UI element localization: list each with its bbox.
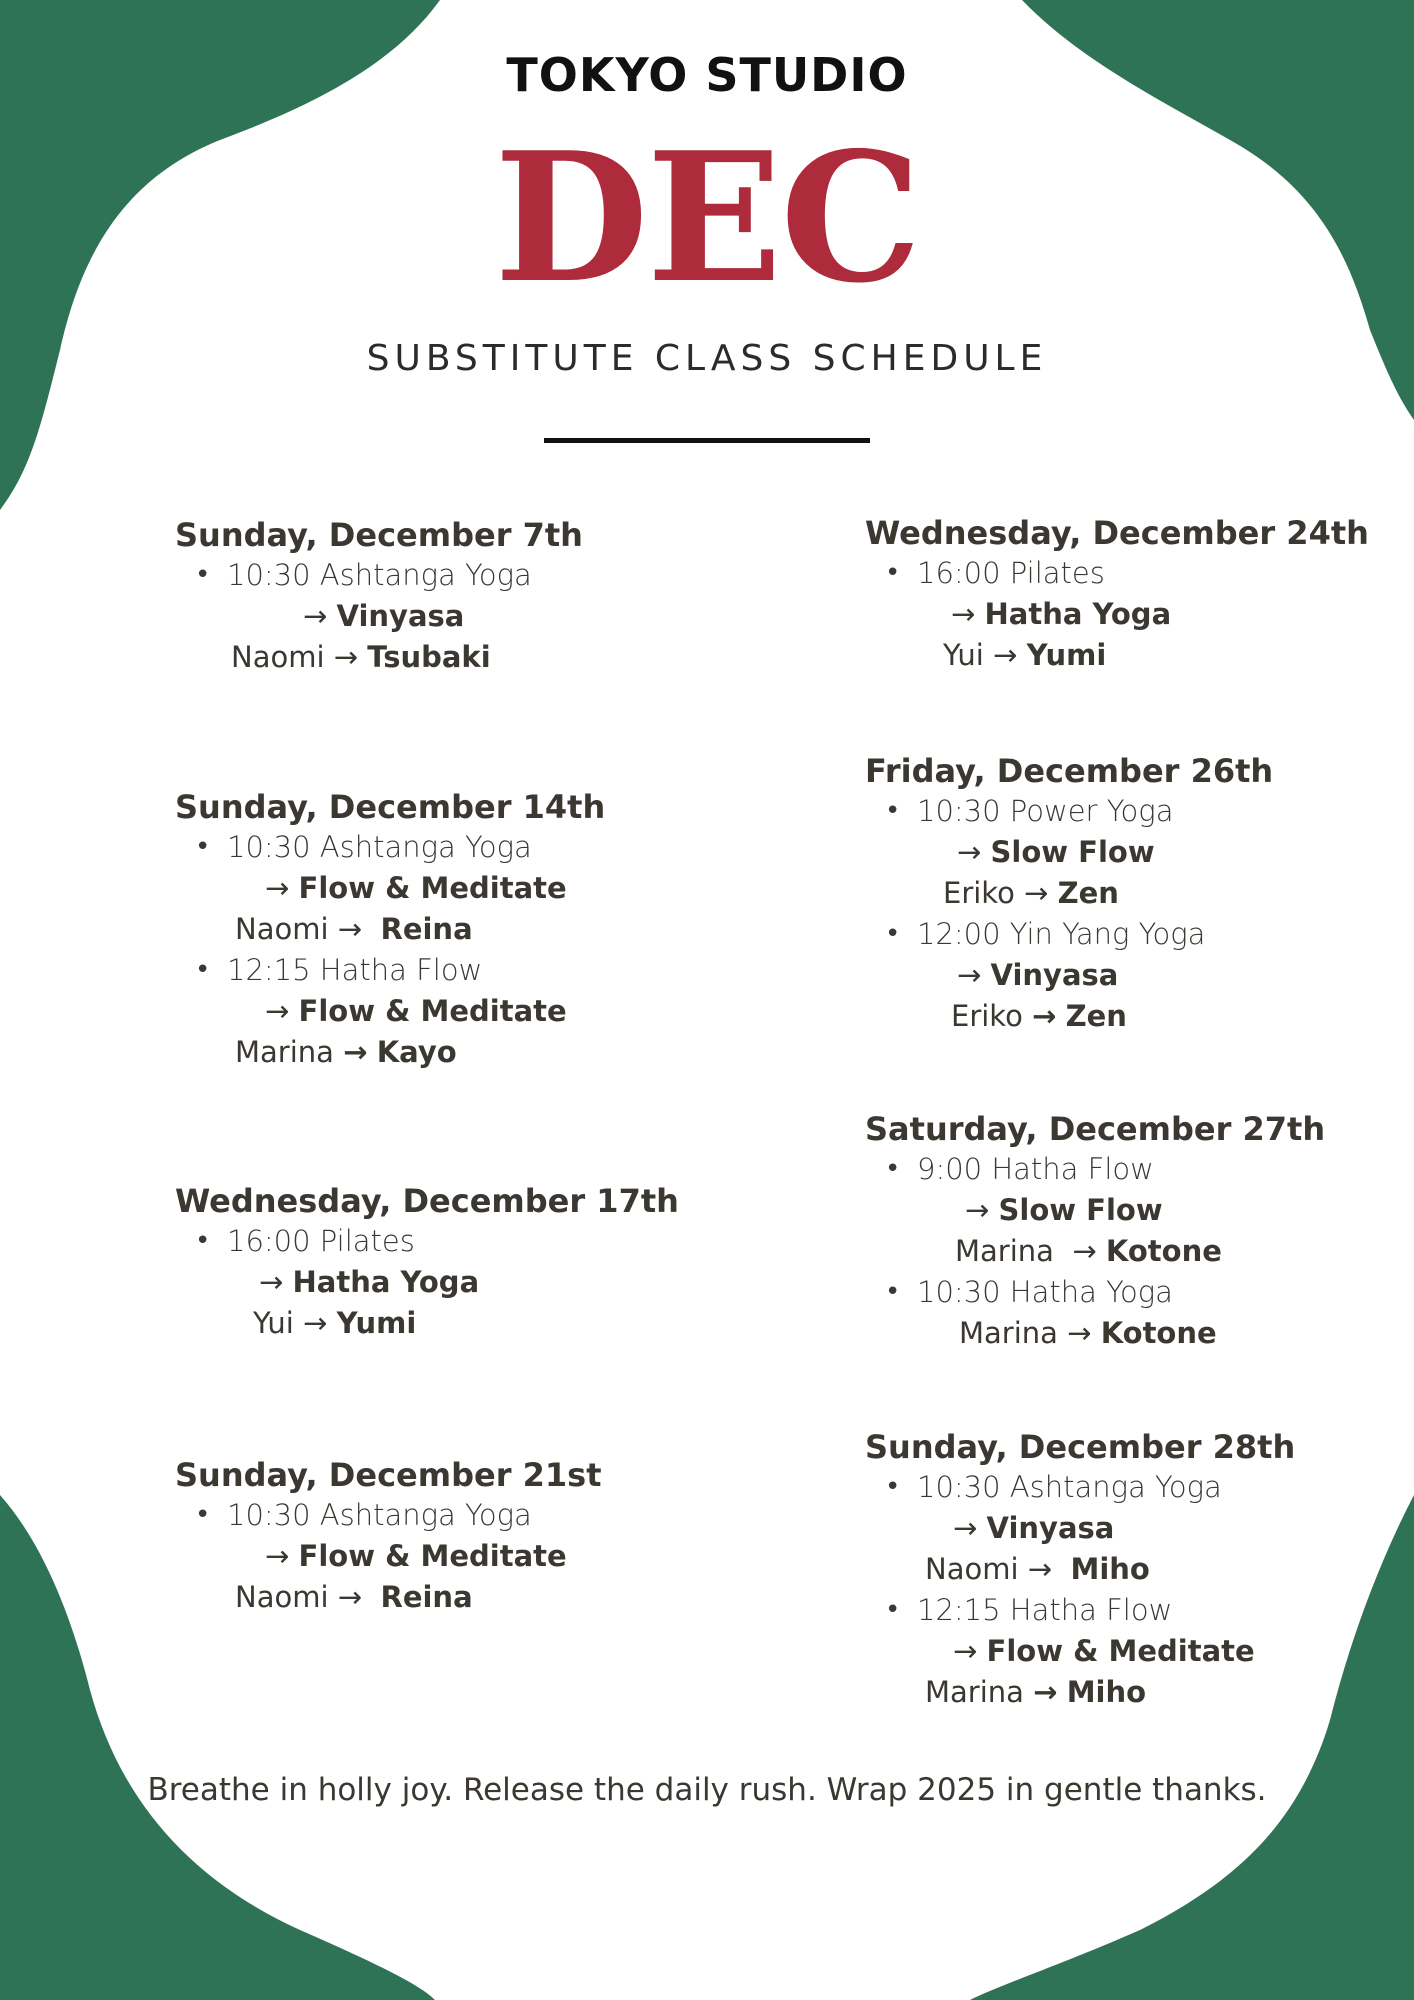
teacher-line [865,1231,1414,1272]
teacher-line [865,996,1414,1037]
arrow-icon: → [1027,1552,1053,1586]
bullet-icon: • [195,1500,211,1530]
arrow-icon: → [951,597,976,631]
bullet-icon: • [885,1595,901,1625]
day-sunday-december-7th [175,515,815,678]
teacher-name: Eriko [943,876,1015,910]
bullet-icon: • [195,955,211,985]
schedule-subtitle: SUBSTITUTE CLASS SCHEDULE [366,338,1048,379]
class-time-name: 10:30 Ashtanga Yoga [227,1498,532,1532]
class-time-name: 9:00 Hatha Flow [917,1152,1154,1186]
class-entry [175,1221,815,1344]
substitute-name: Reina [380,1580,473,1614]
teacher-line [175,637,815,678]
studio-name: TOKYO STUDIO [506,48,908,102]
arrow-icon: → [343,1035,368,1069]
day-date: Friday, December 26th [865,752,1274,790]
class-time-name: 16:00 Pilates [227,1224,415,1258]
arrow-icon: → [1072,1234,1097,1268]
bullet-icon: • [195,560,211,590]
day-sunday-december-28th [865,1427,1414,1713]
teacher-name: Naomi [235,1580,329,1614]
new-class-line [865,832,1414,873]
class-entry [865,1272,1414,1354]
substitute-name: Kotone [1100,1316,1217,1350]
substitute-name: Miho [1070,1552,1150,1586]
teacher-line [175,1032,815,1073]
arrow-icon: → [993,638,1018,672]
substitute-name: Yumi [1026,638,1107,672]
new-class-line [175,1262,815,1303]
arrow-icon: → [303,599,328,633]
footer-message: Breathe in holly joy. Release the daily rush. Wrap 2025 in gentle thanks. [147,1772,1267,1808]
teacher-line [865,1549,1414,1590]
substitute-name: Yumi [336,1306,417,1340]
new-class-name: Flow & Meditate [298,1539,567,1573]
substitute-name: Kayo [376,1035,457,1069]
bullet-icon: • [885,1154,901,1184]
teacher-line [865,1672,1414,1713]
teacher-line [865,635,1414,676]
substitute-name: Zen [1065,999,1127,1033]
bullet-icon: • [885,1277,901,1307]
teacher-name: Naomi [235,912,329,946]
day-sunday-december-14th [175,787,815,1073]
new-class-name: Flow & Meditate [298,871,567,905]
day-date: Sunday, December 14th [175,788,606,826]
teacher-name: Eriko [951,999,1023,1033]
substitute-name: Tsubaki [367,640,491,674]
new-class-name: Flow & Meditate [298,994,567,1028]
class-entry [175,1495,815,1618]
arrow-icon: → [957,958,982,992]
substitute-name: Kotone [1105,1234,1222,1268]
day-date: Sunday, December 28th [865,1428,1296,1466]
new-class-name: Vinyasa [986,1511,1115,1545]
class-time-name: 12:15 Hatha Flow [227,953,483,987]
class-entry [865,1467,1414,1590]
teacher-line [865,873,1414,914]
teacher-line [175,1303,815,1344]
teacher-line [175,1577,815,1618]
teacher-name: Naomi [231,640,325,674]
new-class-name: Vinyasa [336,599,465,633]
teacher-line [175,909,815,950]
teacher-name: Marina [925,1675,1024,1709]
new-class-name: Slow Flow [990,835,1155,869]
day-date: Wednesday, December 24th [865,514,1369,552]
day-date: Sunday, December 7th [175,516,583,554]
teacher-name: Marina [955,1234,1054,1268]
new-class-line [865,1508,1414,1549]
class-entry [865,1590,1414,1713]
class-entry [865,914,1414,1037]
bullet-icon: • [885,1472,901,1502]
class-entry [865,791,1414,914]
day-date: Wednesday, December 17th [175,1182,679,1220]
arrow-icon: → [265,1539,290,1573]
teacher-name: Naomi [925,1552,1019,1586]
bullet-icon: • [195,1226,211,1256]
arrow-icon: → [303,1306,328,1340]
substitute-name: Zen [1057,876,1119,910]
teacher-name: Marina [235,1035,334,1069]
arrow-icon: → [333,640,359,674]
new-class-line [865,1190,1414,1231]
day-saturday-december-27th [865,1109,1414,1354]
arrow-icon: → [1024,876,1049,910]
arrow-icon: → [953,1511,978,1545]
new-class-line [865,1631,1414,1672]
arrow-icon: → [1033,1675,1058,1709]
bullet-icon: • [885,558,901,588]
day-date: Sunday, December 21st [175,1456,602,1494]
new-class-name: Slow Flow [998,1193,1163,1227]
class-time-name: 10:30 Power Yoga [917,794,1174,828]
teacher-name: Yui [943,638,984,672]
class-time-name: 10:30 Hatha Yoga [917,1275,1173,1309]
class-time-name: 10:30 Ashtanga Yoga [917,1470,1222,1504]
new-class-line [175,991,815,1032]
day-wednesday-december-17th [175,1181,815,1344]
new-class-name: Vinyasa [990,958,1119,992]
day-date: Saturday, December 27th [865,1110,1326,1148]
class-entry [175,950,815,1073]
arrow-icon: → [337,912,363,946]
teacher-name: Marina [959,1316,1058,1350]
teacher-name: Yui [253,1306,294,1340]
class-entry [865,553,1414,676]
new-class-line [175,868,815,909]
class-time-name: 12:00 Yin Yang Yoga [917,917,1206,951]
new-class-name: Hatha Yoga [292,1265,480,1299]
substitute-name: Miho [1066,1675,1147,1709]
new-class-line [175,1536,815,1577]
class-entry [865,1149,1414,1272]
substitute-name: Reina [380,912,473,946]
class-entry [175,555,815,678]
teacher-line [865,1313,1414,1354]
title-divider [544,438,870,443]
new-class-name: Flow & Meditate [986,1634,1255,1668]
new-class-line [865,594,1414,635]
bullet-icon: • [195,832,211,862]
arrow-icon: → [265,871,290,905]
arrow-icon: → [1032,999,1057,1033]
class-time-name: 10:30 Ashtanga Yoga [227,558,532,592]
day-sunday-december-21st [175,1455,815,1618]
new-class-line [175,596,815,637]
arrow-icon: → [1067,1316,1092,1350]
class-time-name: 12:15 Hatha Flow [917,1593,1173,1627]
arrow-icon: → [259,1265,284,1299]
arrow-icon: → [953,1634,978,1668]
arrow-icon: → [265,994,290,1028]
arrow-icon: → [965,1193,990,1227]
class-time-name: 10:30 Ashtanga Yoga [227,830,532,864]
day-friday-december-26th [865,751,1414,1037]
new-class-line [865,955,1414,996]
bullet-icon: • [885,796,901,826]
month-heading: DEC [494,113,920,322]
bullet-icon: • [885,919,901,949]
class-entry [175,827,815,950]
new-class-name: Hatha Yoga [984,597,1172,631]
arrow-icon: → [957,835,982,869]
class-time-name: 16:00 Pilates [917,556,1105,590]
day-wednesday-december-24th [865,513,1414,676]
arrow-icon: → [337,1580,363,1614]
